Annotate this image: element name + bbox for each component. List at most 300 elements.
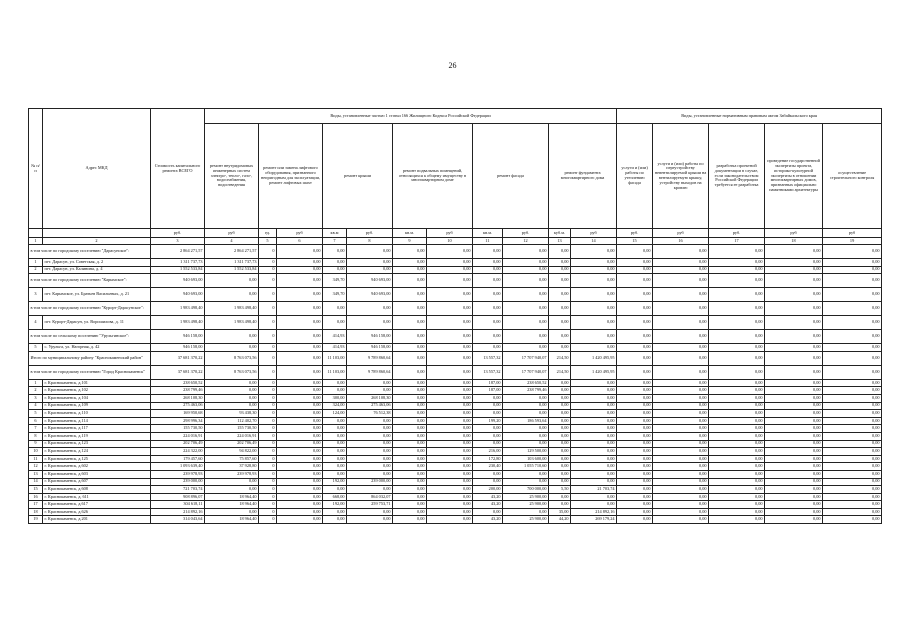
unit-cell: руб. — [617, 229, 653, 238]
value-cell: 0,00 — [653, 508, 709, 516]
value-cell: 9 789 860,64 — [347, 351, 393, 365]
value-cell: 0,00 — [393, 302, 427, 316]
value-cell: 0,00 — [765, 365, 823, 379]
value-cell: 0,00 — [571, 417, 617, 425]
value-cell: 0,00 — [617, 266, 653, 274]
value-cell: 0 — [259, 493, 277, 501]
value-cell: 0,00 — [617, 365, 653, 379]
table-row — [29, 463, 882, 471]
header-control: осуществление строительного контроля — [823, 124, 882, 229]
value-cell: 0,00 — [277, 410, 323, 418]
row-number: 10 — [29, 448, 43, 456]
row-address: г. Краснокаменск, д.602 — [43, 463, 151, 471]
value-cell: 0,00 — [473, 274, 503, 288]
value-cell: 43,20 — [473, 493, 503, 501]
header-design: разработка проектной документации в случае, если законодательством Российской Федерации требуется ее разработка — [709, 124, 765, 229]
value-cell: 0,00 — [709, 508, 765, 516]
value-cell: 0,00 — [653, 402, 709, 410]
table-row — [29, 425, 882, 433]
value-cell: 946 158,00 — [347, 330, 393, 344]
value-cell: 214 892,16 — [151, 508, 205, 516]
row-number: 14 — [29, 478, 43, 486]
value-cell: 0 — [259, 245, 277, 259]
unit-cell: руб — [765, 229, 823, 238]
value-cell: 0,00 — [709, 387, 765, 395]
row-address: г. Краснокаменск, д.104 — [43, 394, 151, 402]
value-cell: 0,00 — [503, 344, 549, 352]
row-address: пгт. Дарасун, ул. Советская, д. 2 — [43, 259, 151, 267]
value-cell: 0,00 — [617, 501, 653, 509]
value-cell: 0,00 — [617, 425, 653, 433]
column-number-cell: 19 — [823, 238, 882, 245]
value-cell: 0,00 — [765, 463, 823, 471]
value-cell: 0,00 — [653, 365, 709, 379]
value-cell: 0,00 — [549, 274, 571, 288]
value-cell: 0,00 — [393, 493, 427, 501]
value-cell: 0,00 — [347, 516, 393, 524]
value-cell: 0,00 — [765, 266, 823, 274]
value-cell: 0,00 — [765, 410, 823, 418]
value-cell: 0,00 — [503, 440, 549, 448]
value-cell: 414,93 — [323, 344, 347, 352]
units-row — [29, 229, 882, 238]
value-cell: 0,00 — [503, 330, 549, 344]
value-cell: 0,00 — [323, 448, 347, 456]
value-cell: 304 618,11 — [151, 501, 205, 509]
value-cell: 0,00 — [617, 379, 653, 387]
value-cell: 268 108,30 — [347, 394, 393, 402]
header-basement: ремонт подвальных помещений, относящихся к общему имуществу в многоквартирном доме — [393, 124, 473, 229]
row-number: 2 — [29, 387, 43, 395]
table-row — [29, 394, 882, 402]
unit-cell: руб. — [151, 229, 205, 238]
value-cell: 0,00 — [347, 432, 393, 440]
value-cell: 0,00 — [427, 493, 473, 501]
section-row — [29, 302, 882, 316]
value-cell: 314 043,64 — [151, 516, 205, 524]
value-cell: 0,00 — [823, 365, 882, 379]
value-cell: 0,00 — [765, 417, 823, 425]
value-cell: 0,00 — [393, 259, 427, 267]
value-cell: 1 983 498,40 — [205, 302, 259, 316]
value-cell: 0,00 — [473, 330, 503, 344]
column-number-cell: 1 — [29, 238, 43, 245]
value-cell: 0,00 — [205, 478, 259, 486]
value-cell: 76 512,38 — [347, 410, 393, 418]
value-cell: 1 552 533,84 — [151, 266, 205, 274]
value-cell: 0,00 — [709, 351, 765, 365]
value-cell: 0,00 — [427, 501, 473, 509]
value-cell: 0,00 — [347, 417, 393, 425]
value-cell: 0,00 — [277, 402, 323, 410]
value-cell: 0,00 — [347, 316, 393, 330]
column-number-cell: 14 — [571, 238, 617, 245]
value-cell: 0,00 — [571, 288, 617, 302]
value-cell: 0,00 — [473, 394, 503, 402]
value-cell: 0,00 — [765, 501, 823, 509]
table-row — [29, 440, 882, 448]
value-cell: 0,00 — [617, 493, 653, 501]
row-number: 12 — [29, 463, 43, 471]
value-cell: 0,00 — [823, 463, 882, 471]
value-cell: 0,00 — [427, 478, 473, 486]
value-cell: 8 763 073,56 — [205, 365, 259, 379]
value-cell: 0,00 — [347, 470, 393, 478]
table-row — [29, 316, 882, 330]
value-cell: 0,00 — [549, 470, 571, 478]
value-cell: 0,00 — [823, 448, 882, 456]
value-cell: 0,00 — [473, 302, 503, 316]
value-cell: 0 — [259, 274, 277, 288]
value-cell: 179 457,60 — [151, 455, 205, 463]
row-address: г. Краснокаменск, д. 611 — [43, 493, 151, 501]
row-number: 4 — [29, 316, 43, 330]
value-cell: 0,00 — [277, 266, 323, 274]
value-cell: 0,00 — [823, 410, 882, 418]
value-cell: 0,00 — [765, 440, 823, 448]
column-number-cell: 11 — [473, 238, 503, 245]
value-cell: 0,00 — [347, 463, 393, 471]
header-lift: ремонт или замена лифтового оборудования, признанного непригодным для эксплуатации, ремонт лифтовых шахт — [259, 124, 323, 229]
value-cell: 0,00 — [549, 493, 571, 501]
table-row — [29, 516, 882, 524]
value-cell: 414,93 — [323, 330, 347, 344]
value-cell: 0,00 — [393, 470, 427, 478]
value-cell: 0,00 — [765, 274, 823, 288]
value-cell: 0,00 — [393, 365, 427, 379]
value-cell: 0,00 — [617, 259, 653, 267]
unit-cell: руб. — [503, 229, 549, 238]
value-cell: 0 — [259, 425, 277, 433]
column-number-cell: 7 — [323, 238, 347, 245]
value-cell: 0,00 — [323, 379, 347, 387]
value-cell: 0,00 — [427, 394, 473, 402]
value-cell: 0,00 — [549, 330, 571, 344]
value-cell: 18 964,40 — [205, 516, 259, 524]
value-cell: 0,00 — [347, 259, 393, 267]
table-row — [29, 486, 882, 494]
value-cell: 0 — [259, 432, 277, 440]
value-cell: 0,00 — [823, 288, 882, 302]
value-cell: 0,00 — [653, 379, 709, 387]
value-cell: 0,00 — [427, 417, 473, 425]
value-cell: 0,00 — [277, 288, 323, 302]
value-cell: 0,00 — [393, 387, 427, 395]
value-cell: 0,00 — [205, 394, 259, 402]
value-cell: 0,00 — [277, 245, 323, 259]
value-cell: 0,00 — [823, 394, 882, 402]
table-row — [29, 402, 882, 410]
value-cell: 0,00 — [393, 478, 427, 486]
value-cell: 0,00 — [427, 387, 473, 395]
unit-cell: куб.м. — [549, 229, 571, 238]
value-cell: 0,00 — [709, 288, 765, 302]
value-cell: 0,00 — [393, 288, 427, 302]
value-cell: 0,00 — [205, 486, 259, 494]
value-cell: 0,00 — [427, 330, 473, 344]
header-address: Адрес МКД — [43, 109, 151, 229]
value-cell: 275 463,06 — [347, 402, 393, 410]
value-cell: 0,00 — [653, 245, 709, 259]
value-cell: 0,00 — [277, 470, 323, 478]
value-cell: 0,00 — [617, 508, 653, 516]
value-cell: 0,00 — [653, 288, 709, 302]
value-cell: 0,00 — [503, 410, 549, 418]
value-cell: 0,00 — [653, 470, 709, 478]
value-cell: 0,00 — [653, 344, 709, 352]
value-cell: 0,00 — [823, 259, 882, 267]
table-row — [29, 259, 882, 267]
row-address: с. Урульга, ул. Нагорная, д. 42 — [43, 344, 151, 352]
value-cell: 0,00 — [709, 410, 765, 418]
value-cell: 0,00 — [347, 387, 393, 395]
value-cell: 129 500,00 — [503, 448, 549, 456]
column-number-cell: 5 — [259, 238, 277, 245]
value-cell: 0,00 — [549, 288, 571, 302]
value-cell: 0,00 — [549, 455, 571, 463]
value-cell: 11 103,00 — [323, 351, 347, 365]
value-cell: 0,00 — [277, 417, 323, 425]
value-cell: 0,00 — [393, 516, 427, 524]
value-cell: 668,00 — [323, 493, 347, 501]
value-cell: 0,00 — [323, 455, 347, 463]
value-cell: 124,00 — [323, 410, 347, 418]
value-cell: 0,00 — [393, 330, 427, 344]
value-cell: 94 822,00 — [205, 448, 259, 456]
value-cell: 0,00 — [653, 274, 709, 288]
value-cell: 0,00 — [393, 440, 427, 448]
value-cell: 0,00 — [323, 486, 347, 494]
column-number-cell: 9 — [393, 238, 427, 245]
column-number-cell: 18 — [765, 238, 823, 245]
value-cell: 238 650,52 — [151, 379, 205, 387]
value-cell: 1 983 498,40 — [151, 302, 205, 316]
value-cell: 0,00 — [571, 266, 617, 274]
row-number: 13 — [29, 470, 43, 478]
value-cell: 0,00 — [393, 344, 427, 352]
value-cell: 239 000,00 — [151, 478, 205, 486]
value-cell: 0,00 — [823, 501, 882, 509]
value-cell: 0,00 — [617, 387, 653, 395]
value-cell: 0,00 — [549, 379, 571, 387]
value-cell: 0 — [259, 470, 277, 478]
value-cell: 0,00 — [653, 394, 709, 402]
value-cell: 0,00 — [765, 432, 823, 440]
value-cell: 0,00 — [393, 266, 427, 274]
value-cell: 1 055 710,60 — [503, 463, 549, 471]
value-cell: 216,00 — [473, 448, 503, 456]
value-cell: 0,00 — [709, 432, 765, 440]
value-cell: 0,00 — [393, 394, 427, 402]
table-row — [29, 387, 882, 395]
value-cell: 0,00 — [709, 365, 765, 379]
value-cell: 940 693,00 — [151, 274, 205, 288]
value-cell: 0,00 — [549, 266, 571, 274]
value-cell: 238 799,46 — [503, 387, 549, 395]
value-cell: 0,00 — [347, 440, 393, 448]
value-cell: 44,20 — [549, 516, 571, 524]
value-cell: 238 650,52 — [503, 379, 549, 387]
value-cell: 0,00 — [205, 344, 259, 352]
value-cell: 0,00 — [473, 440, 503, 448]
value-cell: 0,00 — [347, 425, 393, 433]
value-cell: 0,00 — [277, 274, 323, 288]
value-cell: 0,00 — [473, 259, 503, 267]
row-address: г. Краснокаменск, д.608 — [43, 486, 151, 494]
value-cell: 200,00 — [473, 486, 503, 494]
value-cell: 0,00 — [765, 394, 823, 402]
value-cell: 0,00 — [427, 448, 473, 456]
value-cell: 0,00 — [653, 351, 709, 365]
row-number: 7 — [29, 425, 43, 433]
value-cell: 0,00 — [709, 316, 765, 330]
value-cell: 0,00 — [653, 463, 709, 471]
value-cell: 940 693,00 — [151, 288, 205, 302]
value-cell: 0,00 — [277, 330, 323, 344]
value-cell: 0,00 — [347, 302, 393, 316]
row-address: г. Краснокаменск, д.102 — [43, 387, 151, 395]
row-number: 1 — [29, 259, 43, 267]
value-cell: 0,00 — [617, 344, 653, 352]
value-cell: 721 703,74 — [151, 486, 205, 494]
row-number: 16 — [29, 493, 43, 501]
value-cell: 0,00 — [323, 266, 347, 274]
row-address: пгт. Карымское, ул. Братьев Васильевых, д. 21 — [43, 288, 151, 302]
row-number: 9 — [29, 440, 43, 448]
value-cell: 0,00 — [427, 379, 473, 387]
value-cell: 0,00 — [709, 448, 765, 456]
value-cell: 0,00 — [617, 417, 653, 425]
unit-cell: руб. — [709, 229, 765, 238]
value-cell: 0,00 — [427, 316, 473, 330]
value-cell: 0,00 — [765, 425, 823, 433]
value-cell: 0,00 — [709, 259, 765, 267]
value-cell: 0,00 — [427, 440, 473, 448]
value-cell: 268 108,30 — [151, 394, 205, 402]
value-cell: 0,00 — [277, 478, 323, 486]
value-cell: 0,00 — [765, 379, 823, 387]
value-cell: 1 983 498,40 — [205, 316, 259, 330]
value-cell: 0,00 — [503, 245, 549, 259]
value-cell: 0,00 — [503, 394, 549, 402]
value-cell: 0,00 — [617, 316, 653, 330]
value-cell: 0,00 — [473, 425, 503, 433]
value-cell: 0,00 — [347, 266, 393, 274]
table-row — [29, 344, 882, 352]
value-cell: 0,00 — [277, 455, 323, 463]
value-cell: 0,00 — [323, 387, 347, 395]
value-cell: 0,00 — [765, 288, 823, 302]
value-cell: 0 — [259, 448, 277, 456]
value-cell: 0,00 — [277, 493, 323, 501]
value-cell: 0,00 — [709, 470, 765, 478]
value-cell: 0,00 — [823, 478, 882, 486]
value-cell: 0,00 — [709, 330, 765, 344]
value-cell: 13 557,32 — [473, 365, 503, 379]
page-number: 26 — [448, 61, 457, 70]
table-header — [29, 109, 882, 245]
unit-cell: кв.м. — [393, 229, 427, 238]
table-row — [29, 288, 882, 302]
value-cell: 0 — [259, 402, 277, 410]
value-cell: 0,00 — [205, 288, 259, 302]
value-cell: 0,00 — [617, 330, 653, 344]
value-cell: 0,00 — [617, 478, 653, 486]
value-cell: 0,00 — [709, 486, 765, 494]
value-cell: 0,00 — [823, 425, 882, 433]
header-roof: ремонт крыши — [323, 124, 393, 229]
value-cell: 0,00 — [549, 245, 571, 259]
value-cell: 0,00 — [709, 501, 765, 509]
column-number-cell: 6 — [277, 238, 323, 245]
unit-cell: руб — [823, 229, 882, 238]
value-cell: 37 681 370,22 — [151, 365, 205, 379]
row-number: 6 — [29, 417, 43, 425]
value-cell: 0,00 — [323, 316, 347, 330]
value-cell: 0,00 — [549, 425, 571, 433]
value-cell: 0 — [259, 486, 277, 494]
value-cell: 0,00 — [823, 470, 882, 478]
value-cell: 0,00 — [571, 410, 617, 418]
value-cell: 0,00 — [277, 486, 323, 494]
value-cell: 0,00 — [427, 432, 473, 440]
value-cell: 0,00 — [765, 316, 823, 330]
value-cell: 0,00 — [653, 448, 709, 456]
value-cell: 25 900,00 — [503, 501, 549, 509]
value-cell: 0,00 — [653, 387, 709, 395]
value-cell: 0,00 — [427, 344, 473, 352]
value-cell: 0,00 — [393, 501, 427, 509]
value-cell: 202 706,49 — [205, 440, 259, 448]
value-cell: 1 311 737,73 — [151, 259, 205, 267]
value-cell: 0,00 — [765, 516, 823, 524]
value-cell: 0,00 — [765, 470, 823, 478]
table-row — [29, 478, 882, 486]
value-cell: 0,00 — [709, 493, 765, 501]
value-cell: 0,00 — [323, 417, 347, 425]
value-cell: 0,00 — [765, 493, 823, 501]
value-cell: 0,00 — [571, 440, 617, 448]
section-title: Итого по муниципальному району "Краснокаменский район" — [29, 351, 151, 365]
value-cell: 0,00 — [277, 448, 323, 456]
unit-cell: руб — [571, 229, 617, 238]
value-cell: 0,00 — [823, 245, 882, 259]
value-cell: 0 — [259, 417, 277, 425]
row-number: 19 — [29, 516, 43, 524]
value-cell: 0,00 — [427, 455, 473, 463]
value-cell: 0,00 — [765, 402, 823, 410]
value-cell: 0,00 — [277, 259, 323, 267]
value-cell: 0,00 — [427, 425, 473, 433]
value-cell: 700 000,00 — [503, 486, 549, 494]
value-cell: 0 — [259, 344, 277, 352]
value-cell: 0,00 — [709, 379, 765, 387]
row-address: г. Краснокаменск, д.626 — [43, 508, 151, 516]
value-cell: 0,00 — [549, 478, 571, 486]
value-cell: 0,00 — [277, 425, 323, 433]
value-cell: 0,00 — [205, 387, 259, 395]
value-cell: 0,00 — [323, 440, 347, 448]
value-cell: 0,00 — [473, 288, 503, 302]
value-cell: 0,00 — [823, 493, 882, 501]
value-cell: 0,00 — [571, 316, 617, 330]
value-cell: 0,00 — [205, 402, 259, 410]
row-address: пгт. Курорт-Дарасун, ул. Ворошилова, д. 11 — [43, 316, 151, 330]
value-cell: 0,00 — [277, 351, 323, 365]
value-cell: 0,00 — [277, 302, 323, 316]
value-cell: 103 600,00 — [503, 455, 549, 463]
column-number-cell: 4 — [205, 238, 259, 245]
